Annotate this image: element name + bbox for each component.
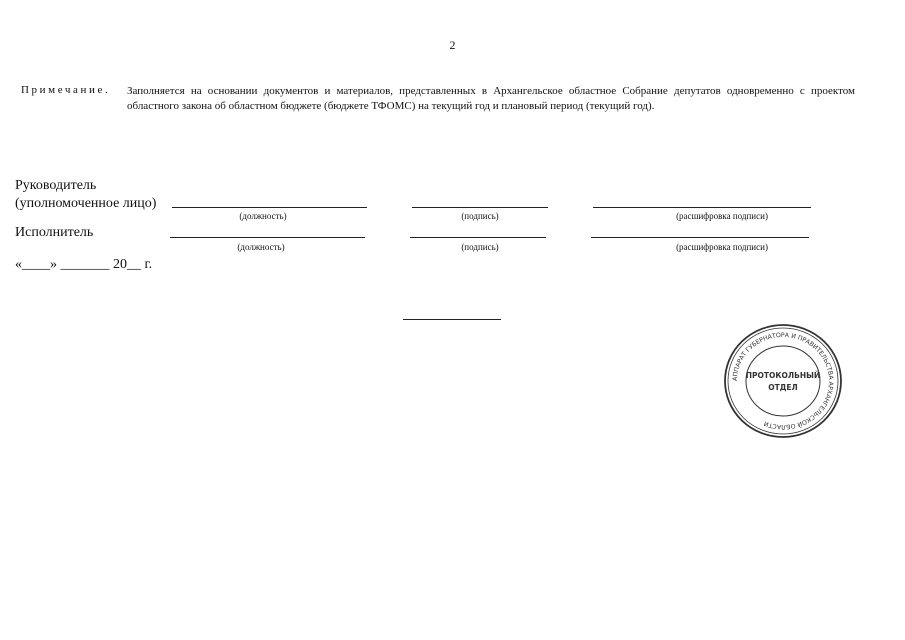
head-signature-caption: (подпись) bbox=[461, 211, 499, 221]
head-decoding-line bbox=[593, 207, 811, 208]
stamp-outer-ring-thin bbox=[728, 328, 838, 434]
head-title: Руководитель bbox=[15, 178, 97, 193]
head-position-caption: (должность) bbox=[239, 211, 287, 221]
stamp-center-line-2: ОТДЕЛ bbox=[768, 383, 798, 392]
stamp-inner-ring bbox=[746, 346, 820, 416]
executor-decoding-caption: (расшифровка подписи) bbox=[676, 242, 768, 252]
executor-position-line bbox=[170, 237, 365, 238]
note-label: Примечание. bbox=[21, 84, 111, 96]
end-rule bbox=[403, 319, 501, 320]
executor-signature-caption: (подпись) bbox=[461, 242, 499, 252]
stamp-center-line-1: ПРОТОКОЛЬНЫЙ bbox=[745, 371, 821, 380]
stamp-ring-text: АППАРАТ ГУБЕРНАТОРА И ПРАВИТЕЛЬСТВА АРХАНГЕЛЬСКОЙ ОБЛАСТИ bbox=[731, 331, 835, 431]
executor-title: Исполнитель bbox=[15, 225, 94, 240]
head-position-line bbox=[172, 207, 367, 208]
note-text: Заполняется на основании документов и материалов, представленных в Архангельское областное Собрание депутатов одновременно с проектом областного закона об областном бюджете (бюджете ТФОМС) на текущий год и плановый период (текущий год). bbox=[127, 85, 855, 112]
stamp-outer-ring bbox=[725, 325, 841, 437]
executor-signature-line bbox=[410, 237, 546, 238]
executor-decoding-line bbox=[591, 237, 809, 238]
page-number: 2 bbox=[449, 38, 456, 52]
head-decoding-caption: (расшифровка подписи) bbox=[676, 211, 768, 221]
head-authorized-person: (уполномоченное лицо) bbox=[15, 196, 157, 211]
executor-position-caption: (должность) bbox=[237, 242, 285, 252]
date-line: «____» _______ 20__ г. bbox=[15, 257, 153, 272]
stamp-seal bbox=[724, 323, 842, 439]
head-signature-line bbox=[412, 207, 548, 208]
